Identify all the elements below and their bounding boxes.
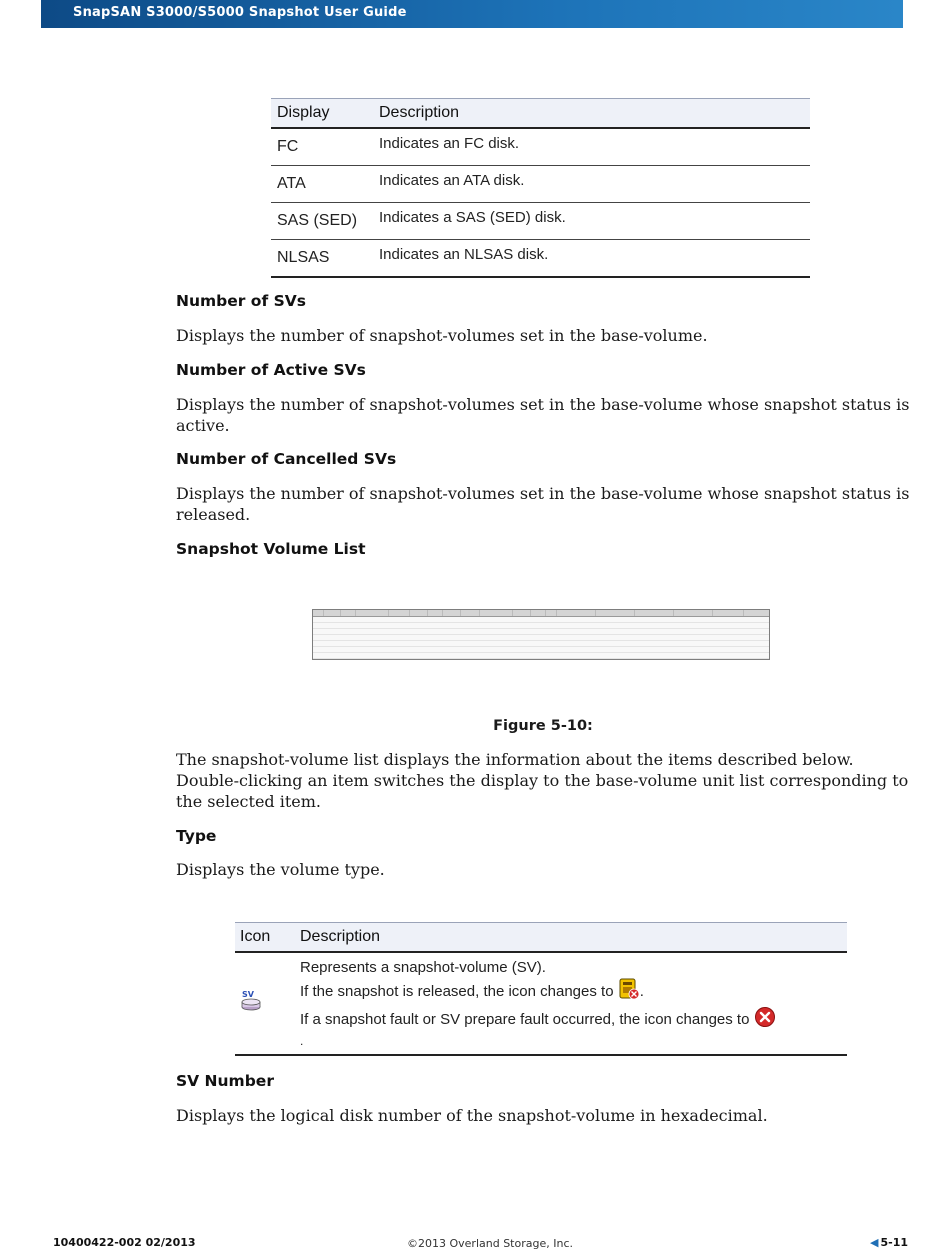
icon-desc-line-1: Represents a snapshot-volume (SV). [300,959,546,976]
icon-table [235,922,847,1056]
display-cell: NLSAS [271,240,373,278]
paragraph-sv-number: Displays the logical disk number of the snapshot-volume in hexadecimal. [176,1106,768,1125]
arrow-left-icon: ◀ [870,1236,879,1249]
paragraph-number-of-cancelled-svs: Displays the number of snapshot-volumes set in the base-volume whose snapshot status is released. [176,484,910,524]
table-row [271,166,810,203]
paragraph-number-of-active-svs: Displays the number of snapshot-volumes set in the base-volume whose snapshot status is active. [176,395,910,435]
sv-list-row [313,653,769,659]
display-cell: SAS (SED) [271,203,373,240]
icon-desc-line-2 [300,978,842,1006]
sv-released-icon [618,978,640,1006]
fault-x-icon [754,1006,776,1034]
heading-number-of-active-svs: Number of Active SVs [176,361,366,379]
heading-number-of-cancelled-svs: Number of Cancelled SVs [176,450,397,468]
header-bar [41,0,903,28]
icon-desc-line-2-end: . [639,983,644,1000]
table-row [271,128,810,166]
sv-list-header [313,610,769,617]
footer-copyright: ©2013 Overland Storage, Inc. [407,1237,573,1250]
table-header-row [271,99,810,129]
icon-desc-line-2-text: If the snapshot is released, the icon changes to [300,983,614,1000]
footer-page-number [870,1236,908,1249]
disk-type-table [271,98,810,278]
paragraph-number-of-svs: Displays the number of snapshot-volumes set in the base-volume. [176,326,708,345]
icon-description-cell [295,952,847,1055]
description-cell: Indicates an ATA disk. [373,166,810,203]
paragraph-type: Displays the volume type. [176,860,385,879]
icon-desc-line-3-text: If a snapshot fault or SV prepare fault occurred, the icon changes to [300,1011,750,1028]
snapshot-volume-list-screenshot [312,609,770,660]
paragraph-list-intro: The snapshot-volume list displays the information about the items described below. Double-clicking an item switches the display to the base-volume unit list corresponding to the selected item. [176,750,909,811]
description-cell: Indicates an FC disk. [373,128,810,166]
page-number: 5-11 [880,1236,908,1249]
heading-sv-number: SV Number [176,1072,274,1090]
table-row [271,240,810,278]
icon-desc-line-3 [300,1006,842,1034]
figure-caption: Figure 5-10: [493,718,593,734]
svg-text:SV: SV [242,989,254,999]
heading-type: Type [176,827,217,845]
description-cell: Indicates an NLSAS disk. [373,240,810,278]
icon-cell [235,952,295,1055]
icon-desc-line-4: . [300,1034,304,1048]
display-cell: FC [271,128,373,166]
display-cell: ATA [271,166,373,203]
column-header-display: Display [277,104,330,121]
sv-disk-icon [240,989,262,1015]
heading-number-of-svs: Number of SVs [176,292,306,310]
table-row [235,952,847,1055]
description-cell: Indicates a SAS (SED) disk. [373,203,810,240]
table-header-row [235,923,847,953]
column-header-icon: Icon [240,928,271,945]
column-header-description: Description [379,104,460,121]
heading-snapshot-volume-list: Snapshot Volume List [176,540,366,558]
table-row [271,203,810,240]
column-header-description: Description [300,928,381,945]
footer-doc-number: 10400422-002 02/2013 [53,1236,196,1249]
document-title: SnapSAN S3000/S5000 Snapshot User Guide [73,5,407,20]
